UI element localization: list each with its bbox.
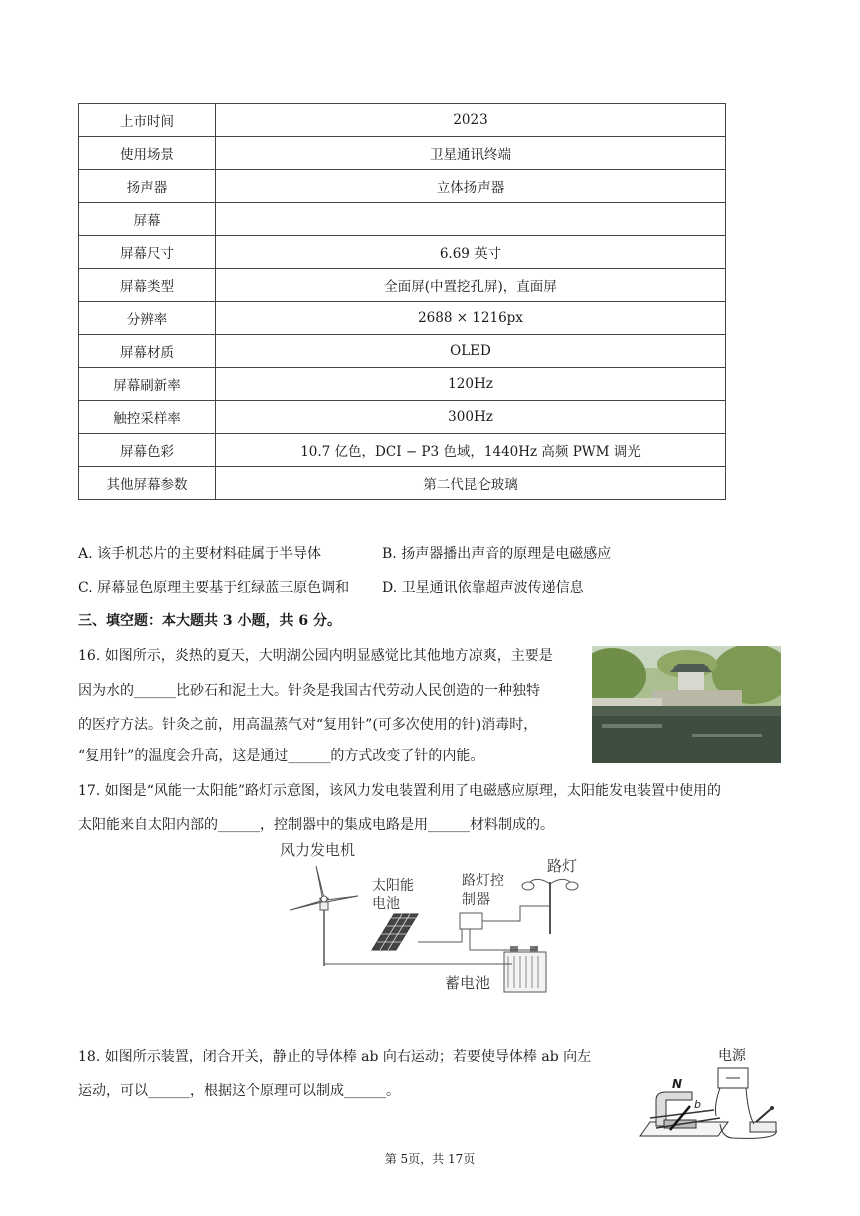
spec-key: 屏幕色彩: [79, 434, 216, 467]
spec-key: 扬声器: [79, 170, 216, 203]
spec-row: [79, 434, 726, 467]
q16-line-4: “复用针”的温度会升高，这是通过______的方式改变了针的内能。: [78, 748, 485, 764]
label-solar-1: 太阳能: [372, 878, 414, 894]
q17-line-2: 太阳能来自太阳内部的______，控制器中的集成电路是用______材料制成的。: [78, 817, 554, 833]
conductor-rod-apparatus-diagram: [636, 1044, 782, 1142]
wind-solar-streetlight-diagram: [272, 838, 592, 1006]
spec-value: 卫星通讯终端: [216, 137, 726, 170]
streetlight-icon: [522, 879, 578, 934]
spec-row: [79, 104, 726, 137]
spec-value: 6.69 英寸: [216, 236, 726, 269]
spec-row: [79, 137, 726, 170]
q18-line-1: 18. 如图所示装置，闭合开关，静止的导体棒 ab 向右运动；若要使导体棒 ab 向左: [78, 1049, 592, 1065]
spec-row: [79, 203, 726, 236]
spec-value: 第二代昆仑玻璃: [216, 467, 726, 500]
label-battery: 蓄电池: [445, 974, 491, 992]
q16-line-1: 16. 如图所示，炎热的夏天，大明湖公园内明显感觉比其他地方凉爽，主要是: [78, 648, 553, 664]
q16-line-3: 的医疗方法。针灸之前，用高温蒸气对“复用针”(可多次使用的针)消毒时，: [78, 717, 538, 733]
spec-key: 屏幕类型: [79, 269, 216, 302]
controller-icon: [460, 913, 482, 929]
q18-line-2: 运动，可以______，根据这个原理可以制成______。: [78, 1083, 400, 1099]
page-footer: 第 5页，共 17页: [384, 1152, 476, 1166]
lake-park-photo: [592, 646, 781, 763]
section-heading: 三、填空题：本大题共 3 小题，共 6 分。: [78, 613, 341, 629]
q17-line-1: 17. 如图是“风能一太阳能”路灯示意图，该风力发电装置利用了电磁感应原理，太阳能发电装置中使用的: [78, 783, 722, 799]
spec-value: OLED: [216, 335, 726, 368]
spec-row: [79, 269, 726, 302]
option-b: B. 扬声器播出声音的原理是电磁感应: [382, 546, 612, 562]
option-d: D. 卫星通讯依靠超声波传递信息: [382, 580, 584, 596]
spec-key: 屏幕尺寸: [79, 236, 216, 269]
spec-value: 120Hz: [216, 368, 726, 401]
spec-key: 上市时间: [79, 104, 216, 137]
label-wind-generator: 风力发电机: [280, 841, 356, 859]
switch-icon: [750, 1106, 776, 1132]
spec-key: 使用场景: [79, 137, 216, 170]
spec-value: 立体扬声器: [216, 170, 726, 203]
spec-key: 其他屏幕参数: [79, 467, 216, 500]
solar-panel-icon: [372, 914, 418, 950]
label-ctrl-2: 制器: [462, 892, 490, 908]
spec-row: [79, 302, 726, 335]
spec-key: 屏幕: [79, 203, 216, 236]
q16-line-2: 因为水的______比砂石和泥土大。针灸是我国古代劳动人民创造的一种独特: [78, 683, 540, 699]
spec-value: 全面屏(中置挖孔屏)，直面屏: [216, 269, 726, 302]
label-ctrl-1: 路灯控: [462, 873, 504, 889]
label-solar-2: 电池: [372, 896, 400, 912]
spec-key: 屏幕刷新率: [79, 368, 216, 401]
spec-row: [79, 236, 726, 269]
spec-row: [79, 401, 726, 434]
spec-row: [79, 467, 726, 500]
wind-turbine-icon: [290, 866, 358, 966]
spec-value: 10.7 亿色，DCI − P3 色域，1440Hz 高频 PWM 调光: [216, 434, 726, 467]
label-streetlight: 路灯: [547, 857, 578, 875]
spec-value: 300Hz: [216, 401, 726, 434]
label-power-source: 电源: [718, 1048, 746, 1064]
spec-row: [79, 335, 726, 368]
spec-value: [216, 203, 726, 236]
battery-icon: [504, 946, 546, 992]
label-n-pole: N: [672, 1077, 683, 1091]
spec-value: 2023: [216, 104, 726, 137]
spec-value: 2688 × 1216px: [216, 302, 726, 335]
label-b: b: [694, 1098, 701, 1111]
spec-row: [79, 368, 726, 401]
spec-key: 触控采样率: [79, 401, 216, 434]
option-c: C. 屏幕显色原理主要基于红绿蓝三原色调和: [78, 580, 350, 596]
spec-row: [79, 170, 726, 203]
option-a: A. 该手机芯片的主要材料硅属于半导体: [78, 546, 322, 562]
phone-spec-table: [78, 103, 726, 500]
spec-key: 屏幕材质: [79, 335, 216, 368]
spec-key: 分辨率: [79, 302, 216, 335]
